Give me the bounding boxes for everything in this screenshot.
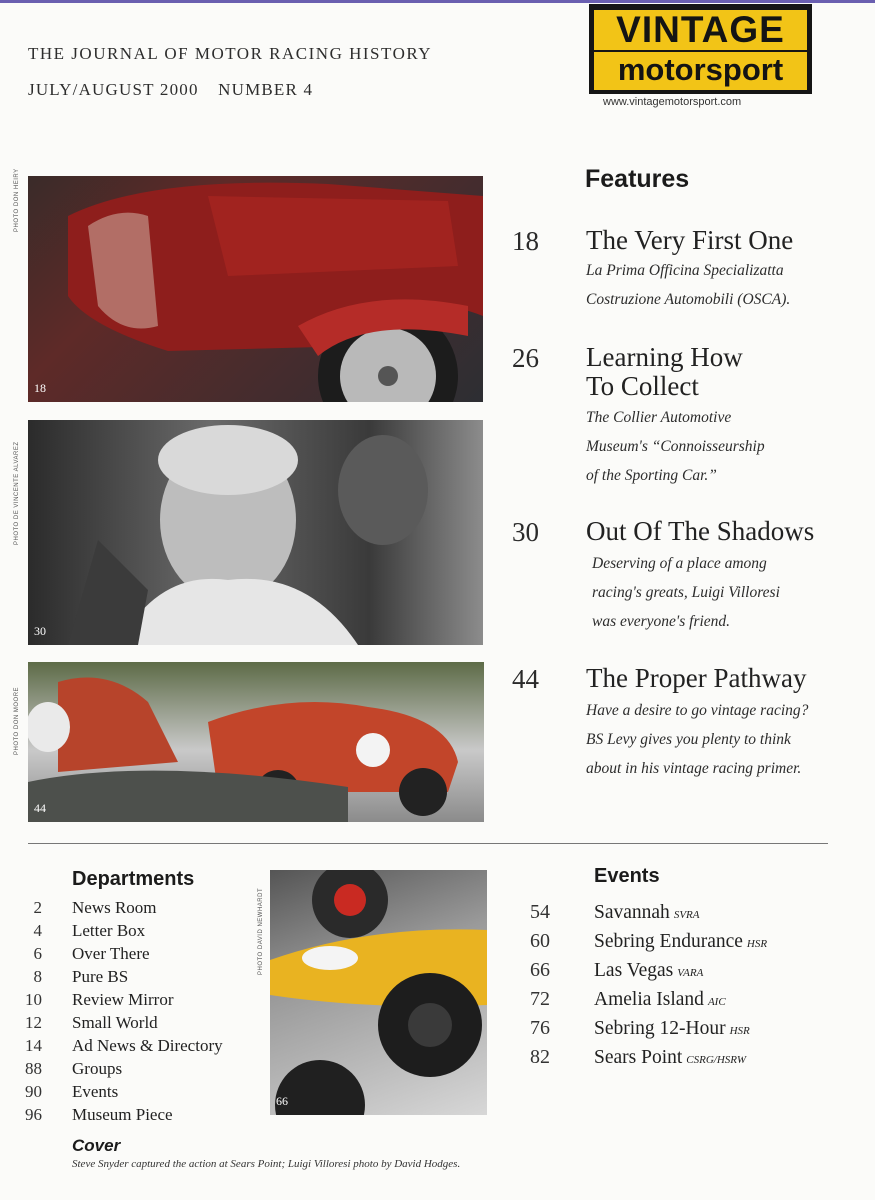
- feature-title: The Very First One: [586, 225, 794, 255]
- events-heading: Events: [594, 865, 660, 887]
- feature-title: Out Of The Shadows: [586, 516, 815, 546]
- event-item[interactable]: 72 Amelia Island AIC: [530, 988, 726, 1010]
- photo-red-osca[interactable]: [28, 176, 483, 402]
- cover-heading: Cover: [72, 1136, 121, 1155]
- department-item[interactable]: 2 News Room: [33, 898, 157, 917]
- department-item[interactable]: 8 Pure BS: [33, 967, 129, 986]
- events-list: [520, 898, 850, 1072]
- departments-list: [20, 896, 250, 1126]
- feature-title: Learning How To Collect: [586, 342, 743, 401]
- photo-credit: PHOTO DE VINCENTE ALVAREZ: [14, 441, 20, 545]
- yellow-racer-illustration: [270, 870, 487, 1115]
- feature-page-number: 44: [512, 664, 539, 694]
- feature-page-number: 26: [512, 343, 539, 373]
- cover-caption: Steve Snyder captured the action at Sears Point; Luigi Villoresi photo by David Hodges.: [72, 1158, 461, 1170]
- event-item[interactable]: 54 Savannah SVRA: [530, 901, 700, 923]
- event-item[interactable]: 76 Sebring 12-Hour HSR: [530, 1017, 750, 1039]
- magazine-logo[interactable]: [589, 4, 812, 94]
- logo-motorsport: motorsport: [594, 52, 807, 90]
- photo-credit: PHOTO DON MOORE: [14, 686, 20, 755]
- issue-number: NUMBER 4: [218, 80, 314, 99]
- feature-page-number: 18: [512, 226, 539, 256]
- department-item[interactable]: 14 Ad News & Directory: [25, 1036, 223, 1055]
- feature-description: La Prima Officina Specializatta Costruzione Automobili (OSCA).: [586, 262, 791, 308]
- racing-illustration: [28, 662, 484, 822]
- issue-line: [28, 80, 313, 100]
- feature-title: The Proper Pathway: [586, 663, 807, 693]
- event-item[interactable]: 82 Sears Point CSRG/HSRW: [530, 1046, 746, 1068]
- department-item[interactable]: 10 Review Mirror: [25, 990, 174, 1009]
- feature-page-number: 30: [512, 517, 539, 547]
- event-item[interactable]: 66 Las Vegas VARA: [530, 959, 704, 981]
- department-item[interactable]: 6 Over There: [33, 944, 150, 963]
- photo-page-number: 66: [276, 1094, 288, 1108]
- red-car-illustration: [28, 176, 483, 402]
- departments-heading: Departments: [72, 868, 195, 890]
- feature-description: Have a desire to go vintage racing? BS Levy gives you plenty to think about in his vintage racing primer.: [586, 702, 809, 777]
- portrait-illustration: [28, 420, 483, 645]
- section-divider: [28, 843, 828, 844]
- photo-vintage-racing[interactable]: [28, 662, 484, 822]
- website-url[interactable]: www.vintagemotorsport.com: [603, 96, 742, 108]
- journal-subtitle: THE JOURNAL OF MOTOR RACING HISTORY: [28, 44, 433, 63]
- photo-credit: PHOTO DON HEIRY: [14, 168, 20, 232]
- logo-vintage: VINTAGE: [594, 10, 807, 50]
- photo-yellow-racer[interactable]: [270, 870, 487, 1115]
- event-item[interactable]: 60 Sebring Endurance HSR: [530, 930, 768, 952]
- photo-page-number: 18: [34, 381, 46, 395]
- photo-page-number: 44: [34, 801, 46, 815]
- department-item[interactable]: 90 Events: [25, 1082, 119, 1101]
- photo-page-number: 30: [34, 624, 46, 638]
- photo-credit: PHOTO DAVID NEWHARDT: [258, 887, 264, 975]
- department-item[interactable]: 88 Groups: [25, 1059, 123, 1078]
- features-heading: Features: [585, 165, 690, 193]
- issue-date: JULY/AUGUST 2000: [28, 80, 199, 99]
- photo-villoresi-portrait[interactable]: [28, 420, 483, 645]
- department-item[interactable]: 4 Letter Box: [33, 921, 146, 940]
- feature-description: Deserving of a place among racing's greats, Luigi Villoresi was everyone's friend.: [592, 555, 780, 630]
- department-item[interactable]: 96 Museum Piece: [25, 1105, 173, 1124]
- top-rule: [0, 0, 875, 3]
- feature-description: The Collier Automotive Museum's “Connoisseurship of the Sporting Car.”: [586, 409, 765, 484]
- department-item[interactable]: 12 Small World: [25, 1013, 158, 1032]
